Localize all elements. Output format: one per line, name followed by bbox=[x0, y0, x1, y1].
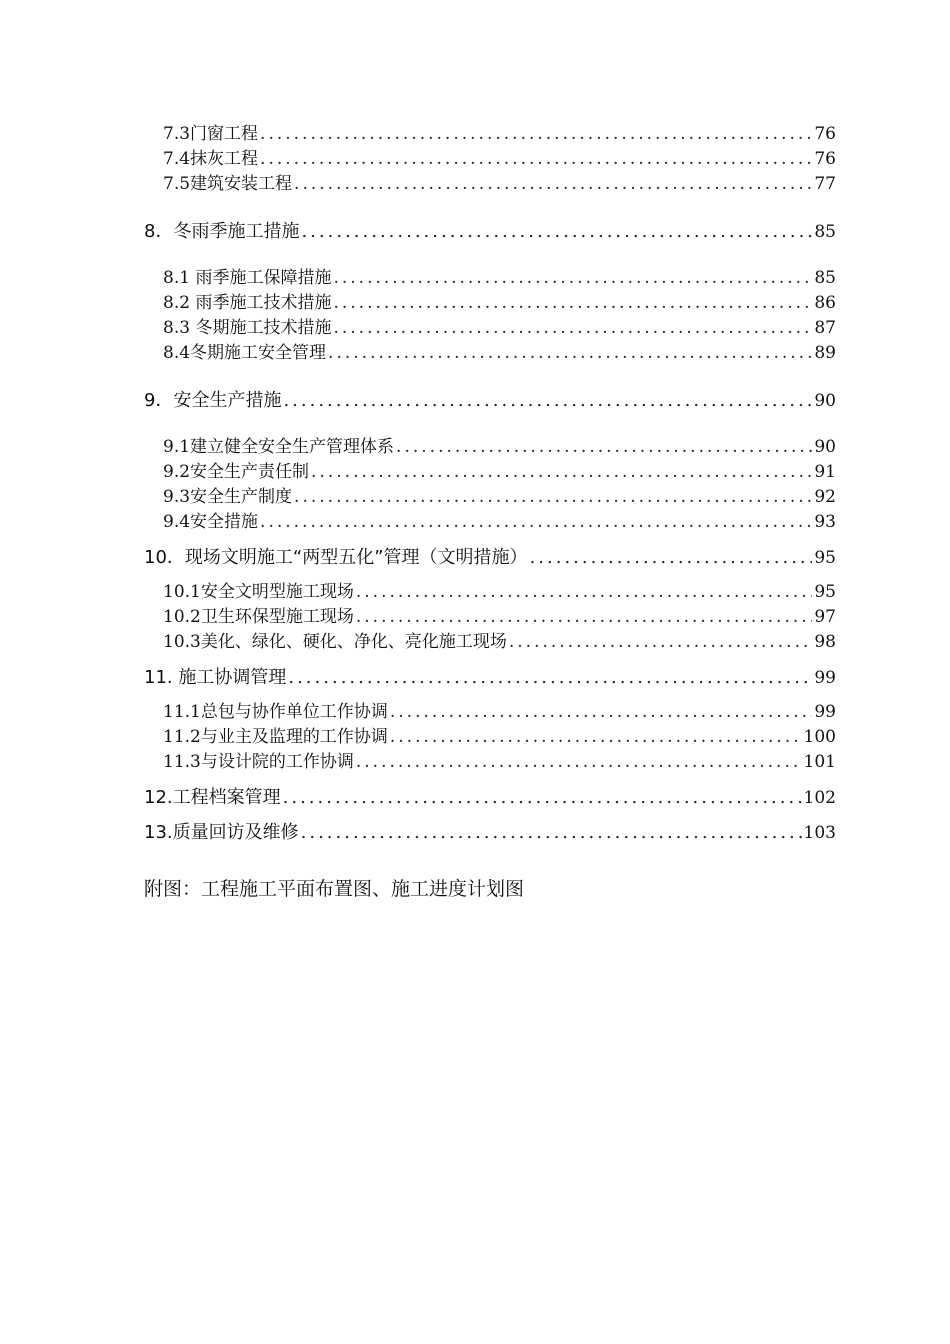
toc-entry-page: 91 bbox=[814, 462, 836, 482]
toc-section-page: 103 bbox=[803, 823, 836, 843]
dot-leader bbox=[530, 545, 813, 570]
toc-entry-title: 8.3 冬期施工技术措施 bbox=[163, 318, 332, 338]
table-of-contents bbox=[0, 122, 950, 845]
toc-entry[interactable] bbox=[0, 172, 836, 197]
dot-leader bbox=[333, 266, 812, 291]
toc-entry-page: 90 bbox=[814, 437, 836, 457]
dot-leader bbox=[260, 122, 812, 147]
dot-leader bbox=[294, 485, 812, 510]
toc-entry[interactable] bbox=[0, 580, 836, 605]
toc-section-title: 9．安全生产措施 bbox=[144, 390, 282, 411]
toc-entry[interactable] bbox=[0, 266, 836, 291]
dot-leader bbox=[301, 219, 812, 244]
toc-entry-page: 93 bbox=[814, 512, 836, 532]
toc-entry[interactable] bbox=[0, 700, 836, 725]
toc-entry-title: 11.2与业主及监理的工作协调 bbox=[163, 727, 388, 747]
toc-entry-page: 99 bbox=[814, 702, 836, 722]
dot-leader bbox=[356, 750, 802, 775]
dot-leader bbox=[390, 725, 802, 750]
toc-entry-title: 8.1 雨季施工保障措施 bbox=[163, 268, 332, 288]
toc-entry-title: 9.3安全生产制度 bbox=[163, 487, 293, 507]
toc-entry[interactable] bbox=[0, 725, 836, 750]
dot-leader bbox=[333, 316, 812, 341]
toc-entry-title: 11.3与设计院的工作协调 bbox=[163, 752, 354, 772]
dot-leader bbox=[260, 147, 812, 172]
dot-leader bbox=[283, 785, 802, 810]
toc-entry-page: 76 bbox=[814, 124, 836, 144]
toc-entry-page: 86 bbox=[814, 293, 836, 313]
toc-section-page: 99 bbox=[814, 668, 836, 688]
dot-leader bbox=[509, 630, 813, 655]
toc-entry[interactable] bbox=[0, 147, 836, 172]
toc-entry[interactable] bbox=[0, 750, 836, 775]
toc-entry-title: 8.2 雨季施工技术措施 bbox=[163, 293, 332, 313]
toc-entry-title: 11.1总包与协作单位工作协调 bbox=[163, 702, 388, 722]
toc-entry[interactable] bbox=[0, 510, 836, 535]
toc-section-title: 12.工程档案管理 bbox=[144, 787, 281, 808]
toc-entry[interactable] bbox=[0, 122, 836, 147]
toc-entry-title: 9.1建立健全安全生产管理体系 bbox=[163, 437, 395, 457]
toc-entry-page: 92 bbox=[814, 487, 836, 507]
toc-entry-page: 85 bbox=[814, 268, 836, 288]
dot-leader bbox=[288, 665, 812, 690]
dot-leader bbox=[328, 341, 812, 366]
dot-leader bbox=[301, 820, 802, 845]
toc-entry[interactable] bbox=[0, 291, 836, 316]
toc-section-page: 102 bbox=[803, 788, 836, 808]
toc-section[interactable] bbox=[0, 388, 836, 413]
dot-leader bbox=[283, 388, 812, 413]
toc-entry-title: 8.4冬期施工安全管理 bbox=[163, 343, 327, 363]
toc-entry[interactable] bbox=[0, 316, 836, 341]
dot-leader bbox=[260, 510, 812, 535]
toc-entry-page: 101 bbox=[803, 752, 836, 772]
toc-entry[interactable] bbox=[0, 460, 836, 485]
toc-section[interactable] bbox=[0, 665, 836, 690]
toc-entry-title: 9.4安全措施 bbox=[163, 512, 259, 532]
dot-leader bbox=[356, 605, 813, 630]
dot-leader bbox=[311, 460, 812, 485]
toc-entry[interactable] bbox=[0, 485, 836, 510]
toc-entry-title: 10.3美化、绿化、硬化、净化、亮化施工现场 bbox=[163, 632, 507, 652]
toc-section-title: 8．冬雨季施工措施 bbox=[144, 221, 300, 242]
toc-entry-page: 76 bbox=[814, 149, 836, 169]
dot-leader bbox=[333, 291, 812, 316]
toc-section[interactable] bbox=[0, 545, 836, 570]
toc-entry-page: 95 bbox=[814, 582, 836, 602]
toc-section[interactable] bbox=[0, 219, 836, 244]
toc-entry-page: 100 bbox=[803, 727, 836, 747]
toc-section[interactable] bbox=[0, 785, 836, 810]
toc-entry-page: 97 bbox=[814, 607, 836, 627]
toc-entry-page: 89 bbox=[814, 343, 836, 363]
toc-section-page: 90 bbox=[814, 391, 836, 411]
toc-section-title: 10．现场文明施工“两型五化”管理（文明措施） bbox=[144, 547, 528, 568]
dot-leader bbox=[396, 435, 812, 460]
toc-entry-page: 87 bbox=[814, 318, 836, 338]
dot-leader bbox=[294, 172, 812, 197]
toc-section-page: 95 bbox=[814, 548, 836, 568]
toc-entry-title: 7.5建筑安装工程 bbox=[163, 174, 293, 194]
toc-entry-title: 10.2卫生环保型施工现场 bbox=[163, 607, 354, 627]
toc-entry-title: 9.2安全生产责任制 bbox=[163, 462, 310, 482]
appendix-note: 附图：工程施工平面布置图、施工进度计划图 bbox=[144, 878, 525, 900]
toc-entry[interactable] bbox=[0, 630, 836, 655]
toc-entry[interactable] bbox=[0, 605, 836, 630]
dot-leader bbox=[390, 700, 813, 725]
toc-entry-page: 77 bbox=[814, 174, 836, 194]
toc-entry-title: 10.1安全文明型施工现场 bbox=[163, 582, 354, 602]
toc-section[interactable] bbox=[0, 820, 836, 845]
toc-section-page: 85 bbox=[814, 222, 836, 242]
dot-leader bbox=[356, 580, 813, 605]
toc-entry[interactable] bbox=[0, 435, 836, 460]
toc-section-title: 11. 施工协调管理 bbox=[144, 667, 287, 688]
toc-entry[interactable] bbox=[0, 341, 836, 366]
toc-entry-title: 7.4抹灰工程 bbox=[163, 149, 259, 169]
toc-section-title: 13.质量回访及维修 bbox=[144, 822, 299, 843]
toc-entry-page: 98 bbox=[814, 632, 836, 652]
toc-entry-title: 7.3门窗工程 bbox=[163, 124, 259, 144]
